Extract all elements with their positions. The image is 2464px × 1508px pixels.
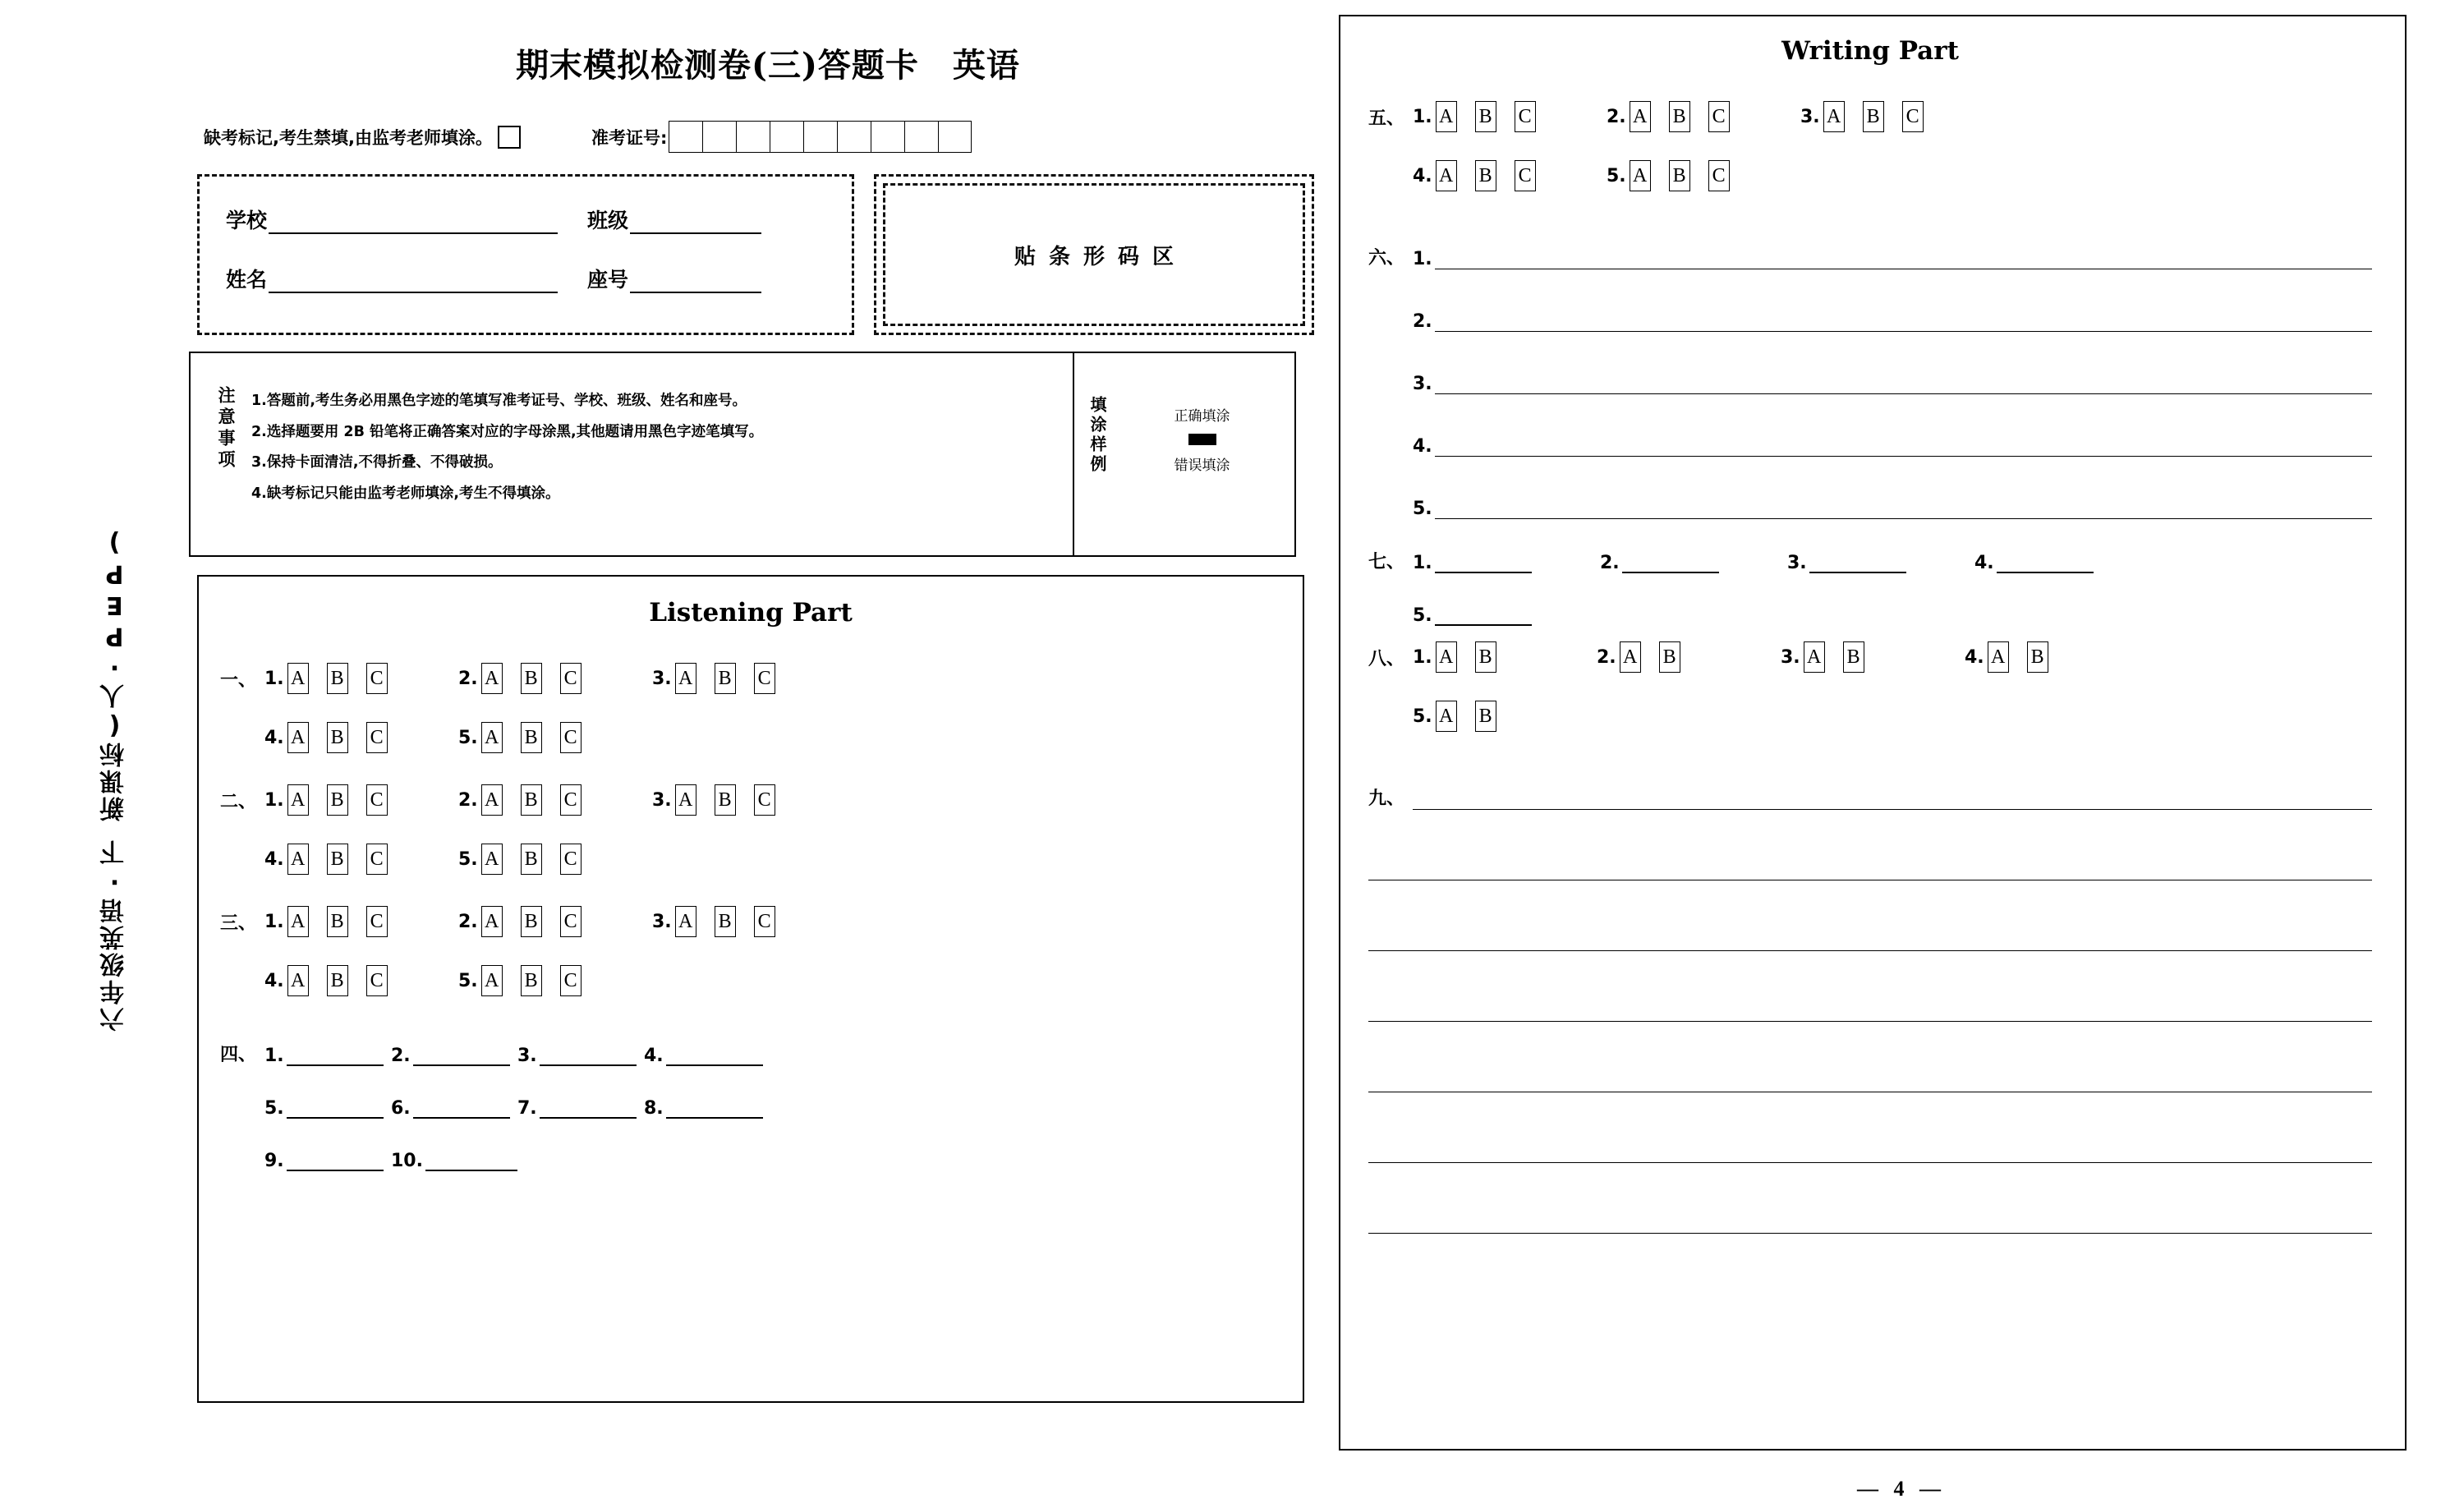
option-bubble-b[interactable]: B bbox=[1475, 641, 1496, 673]
blank-number: 3. bbox=[517, 1046, 537, 1066]
question-row bbox=[220, 649, 1281, 708]
option-bubble-b[interactable]: B bbox=[1843, 641, 1864, 673]
fill-sample-body bbox=[1115, 361, 1289, 555]
blank-number: 2. bbox=[391, 1046, 411, 1066]
listening-section bbox=[220, 1014, 1281, 1171]
name-input-rule[interactable] bbox=[269, 292, 558, 293]
ticket-number-grid[interactable] bbox=[669, 121, 972, 153]
question-item bbox=[458, 663, 611, 694]
question-item bbox=[264, 906, 417, 937]
question-row bbox=[1368, 687, 2372, 746]
left-column bbox=[189, 0, 1314, 1508]
blank-item bbox=[391, 1046, 517, 1066]
question-row bbox=[220, 770, 1281, 830]
essay-line[interactable] bbox=[1368, 1092, 2372, 1163]
question-item bbox=[1800, 101, 1953, 132]
blank-row bbox=[1368, 521, 2372, 573]
blank-item bbox=[1787, 553, 1974, 573]
blank-input-rule[interactable] bbox=[1809, 572, 1906, 573]
blank-number: 5. bbox=[1413, 499, 1432, 519]
option-bubble-c[interactable]: C bbox=[366, 663, 388, 694]
essay-line[interactable] bbox=[1368, 880, 2372, 951]
option-bubble-c[interactable]: C bbox=[366, 965, 388, 996]
question-item bbox=[264, 784, 417, 816]
option-bubble-c[interactable]: C bbox=[1708, 101, 1730, 132]
exam-meta-row bbox=[189, 121, 1314, 153]
option-bubble-b[interactable]: B bbox=[521, 906, 542, 937]
option-bubble-a[interactable]: A bbox=[1620, 641, 1641, 673]
option-bubble-c[interactable]: C bbox=[366, 906, 388, 937]
question-item bbox=[458, 784, 611, 816]
option-bubble-a[interactable]: A bbox=[481, 722, 503, 753]
option-bubble-a[interactable]: A bbox=[1436, 701, 1457, 732]
blank-item bbox=[517, 1046, 644, 1066]
ticket-number-cell[interactable] bbox=[702, 121, 736, 153]
option-bubble-a[interactable]: A bbox=[1436, 101, 1457, 132]
question-row bbox=[220, 830, 1281, 889]
blank-number: 4. bbox=[1413, 436, 1432, 457]
long-blank-row bbox=[1368, 207, 2372, 269]
question-number: 3. bbox=[652, 911, 672, 932]
option-bubble-b[interactable]: B bbox=[521, 722, 542, 753]
option-bubble-b[interactable]: B bbox=[521, 965, 542, 996]
question-item bbox=[1413, 160, 1565, 191]
question-number: 4. bbox=[264, 848, 284, 870]
ticket-number-cell[interactable] bbox=[770, 121, 803, 153]
blank-number: 4. bbox=[1974, 553, 1994, 573]
ticket-number-cell[interactable] bbox=[938, 121, 972, 153]
question-row bbox=[220, 951, 1281, 1010]
listening-section bbox=[220, 770, 1281, 889]
question-number: 3. bbox=[1781, 646, 1800, 668]
question-number: 5. bbox=[458, 970, 478, 991]
writing-section bbox=[1368, 628, 2372, 746]
question-item bbox=[1413, 701, 1556, 732]
seat-label: 座号 bbox=[587, 268, 629, 292]
question-item bbox=[264, 663, 417, 694]
question-item bbox=[1413, 641, 1556, 673]
essay-line[interactable] bbox=[1368, 951, 2372, 1022]
option-bubble-b[interactable]: B bbox=[1475, 160, 1496, 191]
question-item bbox=[1607, 101, 1759, 132]
option-bubble-a[interactable]: A bbox=[287, 844, 309, 875]
notes-band bbox=[189, 352, 1296, 557]
question-item bbox=[458, 844, 611, 875]
section-label: 七、 bbox=[1368, 552, 1405, 572]
ticket-number-label: 准考证号: bbox=[591, 127, 668, 148]
blank-item bbox=[264, 1046, 391, 1066]
name-field[interactable] bbox=[226, 264, 558, 293]
option-bubble-a[interactable]: A bbox=[287, 965, 309, 996]
blank-item bbox=[391, 1098, 517, 1119]
question-item bbox=[1413, 101, 1565, 132]
absent-mark-label: 缺考标记,考生禁填,由监考老师填涂。 bbox=[204, 127, 493, 148]
option-bubble-a[interactable]: A bbox=[481, 663, 503, 694]
blank-input-rule[interactable] bbox=[287, 1117, 384, 1119]
option-bubble-b[interactable]: B bbox=[521, 663, 542, 694]
option-bubble-b[interactable]: B bbox=[2027, 641, 2048, 673]
question-number: 5. bbox=[1413, 706, 1432, 727]
question-number: 1. bbox=[264, 911, 284, 932]
question-item bbox=[1597, 641, 1740, 673]
blank-input-rule[interactable] bbox=[1997, 572, 2094, 573]
long-blank-row bbox=[1368, 457, 2372, 519]
blank-item bbox=[1974, 553, 2162, 573]
option-bubble-a[interactable]: A bbox=[287, 906, 309, 937]
ticket-number-cell[interactable] bbox=[803, 121, 837, 153]
blank-number: 3. bbox=[1787, 553, 1807, 573]
option-bubble-c[interactable]: C bbox=[366, 784, 388, 816]
blank-input-rule[interactable] bbox=[413, 1117, 510, 1119]
section-label: 四、 bbox=[220, 1045, 257, 1065]
writing-section bbox=[1368, 207, 2372, 519]
question-item bbox=[1607, 160, 1759, 191]
option-bubble-a[interactable]: A bbox=[675, 906, 696, 937]
option-bubble-c[interactable]: C bbox=[754, 663, 775, 694]
blank-number: 2. bbox=[1413, 311, 1432, 332]
ticket-number-cell[interactable] bbox=[871, 121, 904, 153]
correct-fill-label: 正确填涂 bbox=[1174, 408, 1230, 425]
question-item bbox=[264, 844, 417, 875]
question-number: 2. bbox=[1607, 106, 1626, 127]
section-label: 九、 bbox=[1368, 788, 1405, 809]
option-bubble-a[interactable]: A bbox=[1436, 160, 1457, 191]
blank-item bbox=[264, 1151, 391, 1171]
option-bubble-c[interactable]: C bbox=[366, 722, 388, 753]
blank-item bbox=[644, 1098, 770, 1119]
listening-section bbox=[220, 892, 1281, 1010]
identity-row-name-seat bbox=[226, 264, 825, 293]
writing-section bbox=[1368, 521, 2372, 626]
listening-part-title: Listening Part bbox=[649, 598, 853, 628]
barcode-area-label: 贴条形码区 bbox=[883, 183, 1305, 326]
long-blank-input-rule[interactable] bbox=[1435, 393, 2372, 394]
option-bubble-b[interactable]: B bbox=[1669, 160, 1690, 191]
identity-band bbox=[189, 174, 1314, 335]
long-blank-row bbox=[1368, 394, 2372, 457]
option-bubble-a[interactable]: A bbox=[1823, 101, 1845, 132]
spine-text-grade-subject: 六年级英语·下 bbox=[100, 838, 129, 1032]
option-bubble-b[interactable]: B bbox=[715, 663, 736, 694]
option-bubble-b[interactable]: B bbox=[327, 663, 348, 694]
option-bubble-a[interactable]: A bbox=[481, 844, 503, 875]
option-bubble-b[interactable]: B bbox=[327, 722, 348, 753]
option-bubble-b[interactable]: B bbox=[1669, 101, 1690, 132]
question-number: 3. bbox=[652, 789, 672, 811]
essay-line[interactable] bbox=[1368, 810, 2372, 880]
option-bubble-b[interactable]: B bbox=[521, 844, 542, 875]
blank-item bbox=[644, 1046, 770, 1066]
listening-section bbox=[220, 649, 1281, 767]
listening-part-box bbox=[197, 575, 1304, 1403]
question-number: 2. bbox=[458, 911, 478, 932]
blank-number: 8. bbox=[644, 1098, 664, 1119]
option-bubble-b[interactable]: B bbox=[327, 784, 348, 816]
option-bubble-a[interactable]: A bbox=[1630, 101, 1651, 132]
option-bubble-a[interactable]: A bbox=[675, 663, 696, 694]
ticket-number-cell[interactable] bbox=[736, 121, 770, 153]
blank-input-rule[interactable] bbox=[1435, 572, 1532, 573]
blank-number: 5. bbox=[1413, 605, 1432, 626]
listening-sections bbox=[220, 649, 1281, 1171]
question-item bbox=[1965, 641, 2108, 673]
essay-line[interactable] bbox=[1368, 1022, 2372, 1092]
question-number: 4. bbox=[264, 727, 284, 748]
essay-line[interactable] bbox=[1413, 809, 2372, 810]
barcode-area bbox=[874, 174, 1314, 335]
question-item bbox=[652, 663, 805, 694]
option-bubble-b[interactable]: B bbox=[1659, 641, 1680, 673]
blank-number: 9. bbox=[264, 1151, 284, 1171]
option-bubble-b[interactable]: B bbox=[327, 965, 348, 996]
option-bubble-b[interactable]: B bbox=[715, 906, 736, 937]
question-number: 5. bbox=[1607, 165, 1626, 186]
notes-vertical-label: 注意事项 bbox=[216, 386, 236, 471]
blank-row bbox=[220, 1014, 1281, 1066]
blank-number: 1. bbox=[1413, 553, 1432, 573]
question-number: 5. bbox=[458, 848, 478, 870]
blank-input-rule[interactable] bbox=[425, 1170, 517, 1171]
option-bubble-a[interactable]: A bbox=[481, 784, 503, 816]
blank-row bbox=[1368, 573, 2372, 626]
question-item bbox=[458, 906, 611, 937]
blank-number: 7. bbox=[517, 1098, 537, 1119]
question-item bbox=[264, 965, 417, 996]
option-bubble-c[interactable]: C bbox=[754, 906, 775, 937]
option-bubble-b[interactable]: B bbox=[1475, 101, 1496, 132]
blank-number: 1. bbox=[264, 1046, 284, 1066]
class-field[interactable] bbox=[587, 205, 761, 234]
option-bubble-c[interactable]: C bbox=[1515, 160, 1536, 191]
question-item bbox=[458, 965, 611, 996]
blank-number: 4. bbox=[644, 1046, 664, 1066]
blank-row bbox=[220, 1066, 1281, 1119]
question-row bbox=[1368, 146, 2372, 205]
class-input-rule[interactable] bbox=[630, 232, 761, 234]
question-row bbox=[220, 708, 1281, 767]
section-label: 八、 bbox=[1368, 648, 1405, 669]
fill-sample-vertical-label: 填涂样例 bbox=[1087, 396, 1107, 475]
blank-item bbox=[1600, 553, 1787, 573]
question-number: 1. bbox=[264, 668, 284, 689]
long-blank-input-rule[interactable] bbox=[1435, 456, 2372, 457]
long-blank-input-rule[interactable] bbox=[1435, 331, 2372, 332]
note-item: 4.缺考标记只能由监考老师填涂,考生不得填涂。 bbox=[251, 485, 560, 502]
option-bubble-c[interactable]: C bbox=[560, 965, 582, 996]
blank-input-rule[interactable] bbox=[287, 1170, 384, 1171]
school-field[interactable] bbox=[226, 205, 558, 234]
blank-item bbox=[1413, 553, 1600, 573]
option-bubble-c[interactable]: C bbox=[560, 784, 582, 816]
writing-section bbox=[1368, 87, 2372, 205]
note-item: 3.保持卡面清洁,不得折叠、不得破损。 bbox=[251, 454, 503, 471]
blank-number: 5. bbox=[264, 1098, 284, 1119]
question-item bbox=[458, 722, 611, 753]
question-item bbox=[652, 906, 805, 937]
school-label: 学校 bbox=[226, 209, 268, 232]
option-bubble-a[interactable]: A bbox=[675, 784, 696, 816]
option-bubble-b[interactable]: B bbox=[521, 784, 542, 816]
question-item bbox=[1781, 641, 1924, 673]
essay-first-row bbox=[1368, 747, 2372, 810]
long-blank-row bbox=[1368, 332, 2372, 394]
blank-input-rule[interactable] bbox=[1435, 624, 1532, 626]
question-number: 3. bbox=[1800, 106, 1820, 127]
question-number: 1. bbox=[264, 789, 284, 811]
question-number: 4. bbox=[264, 970, 284, 991]
right-column bbox=[1339, 0, 2464, 1508]
page-number: — 4 — bbox=[1857, 1477, 1946, 1501]
name-label: 姓名 bbox=[226, 268, 268, 292]
option-bubble-c[interactable]: C bbox=[754, 784, 775, 816]
ticket-number-field bbox=[591, 121, 972, 153]
option-bubble-a[interactable]: A bbox=[1804, 641, 1825, 673]
question-number: 2. bbox=[458, 668, 478, 689]
section-label: 一、 bbox=[220, 669, 257, 691]
writing-part-title: Writing Part bbox=[1781, 36, 1959, 66]
option-bubble-b[interactable]: B bbox=[1863, 101, 1884, 132]
fill-sample-section bbox=[1074, 353, 1294, 555]
page-title: 期末模拟检测卷(三)答题卡 英语 bbox=[516, 46, 1020, 85]
absent-mark-checkbox[interactable] bbox=[498, 126, 521, 149]
wrong-fill-label: 错误填涂 bbox=[1174, 457, 1230, 474]
section-label: 三、 bbox=[220, 913, 257, 934]
option-bubble-c[interactable]: C bbox=[1515, 101, 1536, 132]
blank-input-rule[interactable] bbox=[666, 1064, 763, 1066]
ticket-number-cell[interactable] bbox=[837, 121, 871, 153]
blank-number: 10. bbox=[391, 1151, 423, 1171]
school-input-rule[interactable] bbox=[269, 232, 558, 234]
notes-list bbox=[251, 365, 1064, 555]
note-item: 1.答题前,考生务必用黑色字迹的笔填写准考证号、学校、班级、姓名和座号。 bbox=[251, 393, 747, 409]
blank-number: 1. bbox=[1413, 249, 1432, 269]
option-bubble-a[interactable]: A bbox=[287, 784, 309, 816]
option-bubble-c[interactable]: C bbox=[560, 663, 582, 694]
blank-input-rule[interactable] bbox=[666, 1117, 763, 1119]
seat-input-rule[interactable] bbox=[630, 292, 761, 293]
notes-section bbox=[199, 353, 1074, 555]
question-row bbox=[1368, 628, 2372, 687]
option-bubble-c[interactable]: C bbox=[1902, 101, 1924, 132]
question-number: 4. bbox=[1965, 646, 1984, 668]
blank-number: 3. bbox=[1413, 374, 1432, 394]
ticket-number-cell[interactable] bbox=[904, 121, 938, 153]
blank-row bbox=[220, 1119, 1281, 1171]
correct-fill-mark-icon bbox=[1188, 434, 1216, 445]
option-bubble-a[interactable]: A bbox=[1988, 641, 2009, 673]
option-bubble-b[interactable]: B bbox=[327, 844, 348, 875]
question-item bbox=[264, 722, 417, 753]
option-bubble-a[interactable]: A bbox=[287, 663, 309, 694]
writing-part-box bbox=[1339, 15, 2407, 1451]
question-item bbox=[652, 784, 805, 816]
option-bubble-c[interactable]: C bbox=[560, 844, 582, 875]
option-bubble-c[interactable]: C bbox=[366, 844, 388, 875]
blank-number: 2. bbox=[1600, 553, 1620, 573]
question-row bbox=[220, 892, 1281, 951]
blank-number: 6. bbox=[391, 1098, 411, 1119]
long-blank-input-rule[interactable] bbox=[1435, 518, 2372, 519]
blank-item bbox=[1413, 605, 1600, 626]
blank-input-rule[interactable] bbox=[287, 1064, 384, 1066]
question-number: 4. bbox=[1413, 165, 1432, 186]
section-label: 五、 bbox=[1368, 108, 1405, 129]
question-number: 2. bbox=[458, 789, 478, 811]
question-number: 2. bbox=[1597, 646, 1616, 668]
question-number: 3. bbox=[652, 668, 672, 689]
option-bubble-b[interactable]: B bbox=[1475, 701, 1496, 732]
section-label: 二、 bbox=[220, 791, 257, 812]
option-bubble-b[interactable]: B bbox=[327, 906, 348, 937]
question-row bbox=[1368, 87, 2372, 146]
question-number: 1. bbox=[1413, 106, 1432, 127]
option-bubble-c[interactable]: C bbox=[560, 722, 582, 753]
blank-input-rule[interactable] bbox=[1622, 572, 1719, 573]
essay-line[interactable] bbox=[1368, 1163, 2372, 1234]
seat-field[interactable] bbox=[587, 264, 761, 293]
page-spine bbox=[0, 0, 189, 1508]
class-label: 班级 bbox=[587, 209, 629, 232]
option-bubble-b[interactable]: B bbox=[715, 784, 736, 816]
spine-text-curriculum: 新课标(人·PEP) bbox=[100, 526, 129, 821]
blank-input-rule[interactable] bbox=[540, 1117, 637, 1119]
option-bubble-a[interactable]: A bbox=[287, 722, 309, 753]
identity-box bbox=[197, 174, 854, 335]
question-number: 5. bbox=[458, 727, 478, 748]
option-bubble-a[interactable]: A bbox=[1630, 160, 1651, 191]
column-gap bbox=[1314, 0, 1339, 1508]
section-label: 六、 bbox=[1368, 248, 1405, 269]
note-item: 2.选择题要用 2B 铅笔将正确答案对应的字母涂黑,其他题请用黑色字迹笔填写。 bbox=[251, 423, 764, 440]
option-bubble-a[interactable]: A bbox=[481, 906, 503, 937]
option-bubble-c[interactable]: C bbox=[1708, 160, 1730, 191]
blank-input-rule[interactable] bbox=[540, 1064, 637, 1066]
blank-input-rule[interactable] bbox=[413, 1064, 510, 1066]
identity-row-school-class bbox=[226, 205, 825, 234]
ticket-number-cell[interactable] bbox=[669, 121, 702, 153]
writing-sections bbox=[1368, 87, 2372, 1234]
option-bubble-a[interactable]: A bbox=[481, 965, 503, 996]
blank-item bbox=[391, 1151, 517, 1171]
long-blank-row bbox=[1368, 269, 2372, 332]
blank-item bbox=[517, 1098, 644, 1119]
writing-section bbox=[1368, 747, 2372, 1234]
question-number: 1. bbox=[1413, 646, 1432, 668]
option-bubble-c[interactable]: C bbox=[560, 906, 582, 937]
option-bubble-a[interactable]: A bbox=[1436, 641, 1457, 673]
blank-item bbox=[264, 1098, 391, 1119]
